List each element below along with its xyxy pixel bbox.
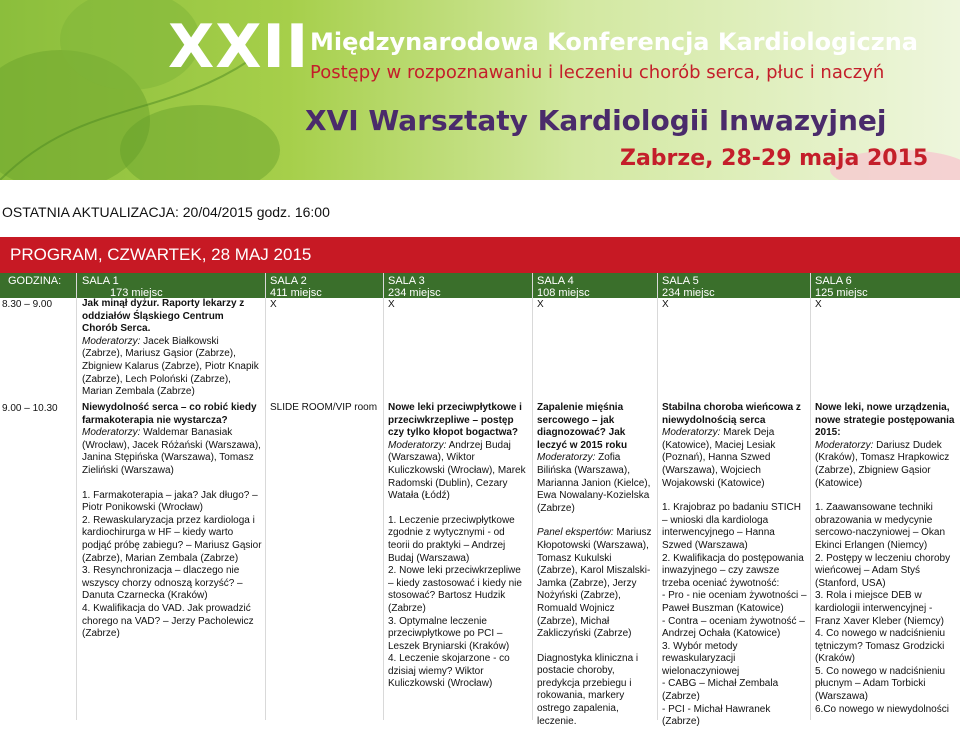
room-header-sala-1: SALA 1 173 miejsc	[82, 275, 163, 299]
row-time: 9.00 – 10.30	[2, 403, 58, 414]
conference-banner	[0, 0, 960, 180]
session-title: Jak minął dyżur. Raporty lekarzy z oddziałów Śląskiego Centrum Chorób Serca.	[82, 298, 245, 335]
column-divider	[532, 273, 533, 720]
column-divider	[265, 273, 266, 720]
talk-item: 2. Postępy w leczeniu choroby wieńcowej – Adam Styś (Stanford, USA)	[815, 552, 951, 589]
session-sala1-heart-failure	[82, 402, 262, 641]
banner-subtitle: Postępy w rozpoznawaniu i leczeniu chorób serca, płuc i naczyń	[310, 62, 885, 83]
talk-item: - Contra – oceniam żywotność – Andrzej Ochała (Katowice)	[662, 615, 805, 640]
column-divider	[76, 273, 77, 720]
session-panel: Panel ekspertów: Mariusz Kłopotowski (Warszawa), Tomasz Kukulski (Zabrze), Karol Miszalski-Jamka (Zabrze), Jerzy Nożyński (Zabrze), Romuald Wojnicz (Zabrze), Michał Zakliczyński (Zabrze)	[537, 527, 652, 640]
talk-item: 6.Co nowego w niewydolności	[815, 703, 949, 715]
session-moderators: Moderatorzy: Dariusz Dudek (Kraków), Tomasz Hrapkowicz (Zabrze), Zbigniew Gąsior (Katowice)	[815, 439, 950, 489]
talk-item: 3. Wybór metody rewaskularyzacji wielonaczyniowej	[662, 640, 740, 677]
session-title: SLIDE ROOM/VIP room	[270, 402, 378, 413]
empty-mark-sala5: X	[662, 299, 669, 310]
row-time: 8.30 – 9.00	[2, 299, 53, 310]
talk-item: 2. Kwalifikacja do postępowania inwazyjnego – czy zawsze trzeba oceniać żywotność:	[662, 552, 804, 589]
session-sala2-slide-room	[270, 402, 380, 415]
talk-item: 2. Nowe leki przeciwkrzepliwe – kiedy zastosować i kiedy nie stosować? Bartosz Hudzik (Zabrze)	[388, 565, 522, 614]
program-title-bar	[0, 237, 960, 273]
session-moderators: Moderatorzy: Zofia Bilińska (Warszawa), Marianna Janion (Kielce), Ewa Nowalany-Kozielska (Zabrze)	[537, 452, 651, 514]
talk-item: 4. Leczenie skojarzone - co dzisiaj wiemy? Wiktor Kuliczkowski (Wrocław)	[388, 653, 510, 690]
talk-item: - PCI - Michał Hawranek (Zabrze)	[662, 703, 771, 728]
talk-item: - CABG – Michał Zembala (Zabrze)	[662, 678, 779, 703]
room-header-sala-2: SALA 2 411 miejsc	[270, 275, 322, 299]
room-header-sala-5: SALA 5 234 miejsc	[662, 275, 715, 299]
talk-item: 4. Co nowego w nadciśnieniu tętniczym? Tomasz Grodzicki (Kraków)	[815, 628, 946, 665]
session-topic: Diagnostyka kliniczna i postacie choroby, predykcja przebiegu i rokowania, markery ostrego zapalenia, leczenie.	[537, 652, 639, 727]
talk-item: 1. Farmakoterapia – jaka? Jak długo? – Piotr Ponikowski (Wrocław)	[82, 489, 258, 514]
talk-item: 4. Kwalifikacja do VAD. Jak prowadzić chorego na VAD? – Jerzy Pacholewicz (Zabrze)	[82, 602, 254, 640]
empty-mark-sala4: X	[537, 299, 544, 310]
talk-item: 5. Co nowego w nadciśnieniu płucnym – Adam Torbicki (Warszawa)	[815, 665, 946, 703]
time-column-header: GODZINA:	[8, 275, 62, 287]
session-moderators: Moderatorzy: Andrzej Budaj (Warszawa), Wiktor Kuliczkowski (Wrocław), Marek Radomski (Dublin), Cezary Watała (Łódź)	[388, 439, 526, 502]
session-sala5-coronary	[662, 402, 807, 729]
column-divider	[657, 273, 658, 720]
column-divider	[810, 273, 811, 720]
session-sala3-antiplatelet	[388, 402, 528, 691]
session-moderators: Moderatorzy: Marek Deja (Katowice), Maciej Lesiak (Poznań), Hanna Szwed (Warszawa), Wojciech Wojakowski (Katowice)	[662, 427, 776, 489]
session-title: Stabilna choroba wieńcowa z niewydolnością serca	[662, 402, 801, 426]
talk-item: 2. Rewaskularyzacja przez kardiologa i kardiochirurga w HF – kiedy warto podjąć próbę zabiegu? – Mariusz Gąsior (Zabrze), Marian Zembala (Zabrze)	[82, 514, 262, 564]
session-moderators: Moderatorzy: Waldemar Banasiak (Wrocław), Jacek Różański (Warszawa), Janina Stępińska (Warszawa), Tomasz Zieliński (Warszawa)	[82, 427, 261, 476]
session-sala6-new-strategies	[815, 402, 955, 716]
session-title: Niewydolność serca – co robić kiedy farmakoterapia nie wystarcza?	[82, 402, 257, 426]
talk-item: 3. Rola i miejsce DEB w kardiologii interwencyjnej - Franz Xaver Kleber (Niemcy)	[815, 590, 944, 627]
session-moderators: Moderatorzy: Jacek Białkowski (Zabrze), Mariusz Gąsior (Zabrze), Zbigniew Kalarus (Zabrze), Piotr Knapik (Zabrze), Lech Poloński (Zabrze), Marian Zembala (Zabrze)	[82, 335, 259, 398]
talk-item: 1. Krajobraz po badaniu STICH – wnioski dla kardiologa interwencyjnego – Hanna Szwed (Warszawa)	[662, 502, 801, 551]
last-update-line: OSTATNIA AKTUALIZACJA: 20/04/2015 godz. 16:00	[2, 204, 330, 220]
session-title: Nowe leki przeciwpłytkowe i przeciwkrzepliwe – postęp czy tylko kłopot bogactwa?	[388, 402, 522, 439]
empty-mark-sala3: X	[388, 299, 395, 310]
talk-item: 3. Resynchronizacja – dlaczego nie wszyscy chorzy odnoszą korzyść? – Danuta Czarnecka (Kraków)	[82, 565, 243, 602]
program-title: PROGRAM, CZWARTEK, 28 MAJ 2015	[10, 245, 312, 264]
talk-item: 1. Zaawansowane techniki obrazowania w medycynie sercowo-naczyniowej – Okan Ekinci Erlangen (Niemcy)	[815, 502, 946, 551]
room-header-sala-3: SALA 3 234 miejsc	[388, 275, 441, 299]
room-header-sala-4: SALA 4 108 miejsc	[537, 275, 590, 299]
empty-mark-sala2: X	[270, 299, 277, 310]
talk-item: 3. Optymalne leczenie przeciwpłytkowe po PCI – Leszek Bryniarski (Kraków)	[388, 615, 510, 652]
column-divider	[383, 273, 384, 720]
session-title: Zapalenie mięśnia sercowego – jak diagnozować? Jak leczyć w 2015 roku	[537, 402, 628, 451]
talk-item: - Pro - nie oceniam żywotności – Paweł Buszman (Katowice)	[662, 590, 807, 614]
banner-place-date: Zabrze, 28-29 maja 2015	[620, 146, 929, 171]
empty-mark-sala6: X	[815, 299, 822, 310]
session-title: Nowe leki, nowe urządzenia, nowe strategie postępowania 2015:	[815, 402, 955, 439]
session-sala1-morning-report	[82, 298, 260, 399]
banner-conference-name: Międzynarodowa Konferencja Kardiologiczna	[310, 28, 918, 56]
session-sala4-myocarditis	[537, 402, 653, 728]
room-header-sala-6: SALA 6 125 miejsc	[815, 275, 868, 299]
talk-item: 1. Leczenie przeciwpłytkowe zgodnie z wytycznymi - od teorii do praktyki – Andrzej Budaj (Warszawa)	[388, 514, 515, 564]
banner-roman-numeral: XXII	[168, 12, 310, 82]
banner-workshop-title: XVI Warsztaty Kardiologii Inwazyjnej	[305, 104, 887, 137]
